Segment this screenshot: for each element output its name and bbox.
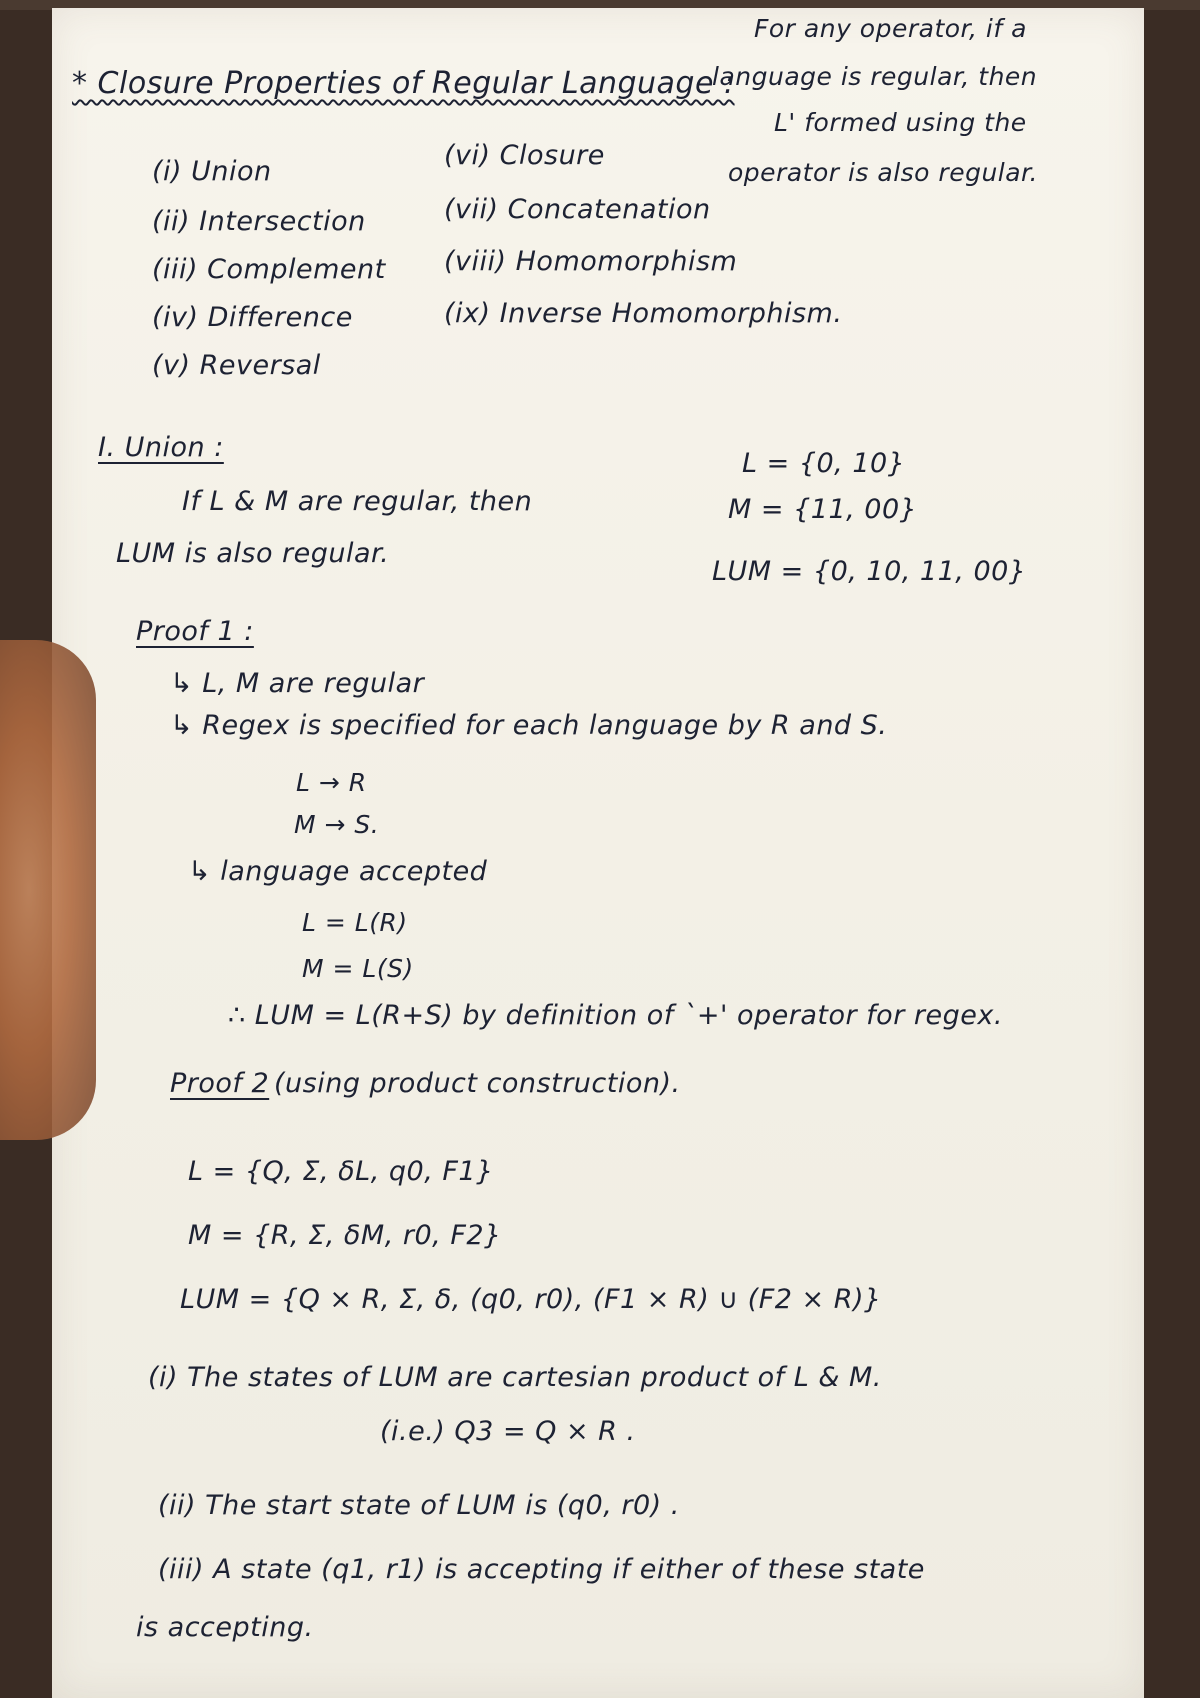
property-complement: (iii) Complement — [152, 254, 386, 285]
proof2-line-7: (iii) A state (q1, r1) is accepting if either of these state — [158, 1554, 925, 1585]
union-example-lum: LUM = {0, 10, 11, 00} — [712, 556, 1027, 587]
notebook-page — [52, 8, 1144, 1698]
proof2-heading: Proof 2 — [170, 1068, 270, 1099]
side-note-line-4: operator is also regular. — [728, 158, 1038, 187]
proof1-line-7: M = L(S) — [302, 954, 414, 983]
page-title: * Closure Properties of Regular Language : — [72, 66, 735, 101]
proof2-line-1: L = {Q, Σ, δL, q0, F1} — [188, 1156, 494, 1187]
proof2-subheading: (using product construction). — [274, 1068, 681, 1099]
proof1-line-8: ∴ LUM = L(R+S) by definition of `+' operator for regex. — [228, 1000, 1003, 1031]
property-homomorphism: (viii) Homomorphism — [444, 246, 738, 277]
property-concatenation: (vii) Concatenation — [444, 194, 711, 225]
proof2-line-8: is accepting. — [136, 1612, 314, 1643]
property-closure: (vi) Closure — [444, 140, 605, 171]
proof1-heading: Proof 1 : — [136, 616, 254, 647]
union-example-m: M = {11, 00} — [728, 494, 918, 525]
property-difference: (iv) Difference — [152, 302, 353, 333]
side-note-line-1: For any operator, if a — [754, 14, 1027, 43]
proof1-line-3: L → R — [296, 768, 367, 797]
union-statement-1: If L & M are regular, then — [182, 486, 533, 517]
union-heading: I. Union : — [98, 432, 224, 463]
proof1-line-6: L = L(R) — [302, 908, 408, 937]
union-example-l: L = {0, 10} — [742, 448, 906, 479]
proof1-line-5: ↳ language accepted — [188, 856, 488, 887]
proof2-line-2: M = {R, Σ, δM, r0, F2} — [188, 1220, 502, 1251]
proof1-line-1: ↳ L, M are regular — [170, 668, 425, 699]
proof2-line-5: (i.e.) Q3 = Q × R . — [380, 1416, 636, 1447]
side-note-line-2: language is regular, then — [712, 62, 1038, 91]
property-intersection: (ii) Intersection — [152, 206, 366, 237]
property-reversal: (v) Reversal — [152, 350, 321, 381]
proof2-line-3: LUM = {Q × R, Σ, δ, (q0, r0), (F1 × R) ∪ (F2 × R)} — [180, 1284, 882, 1315]
proof1-line-2: ↳ Regex is specified for each language by R and S. — [170, 710, 888, 741]
proof2-line-4: (i) The states of LUM are cartesian product of L & M. — [148, 1362, 882, 1393]
side-note-line-3: L' formed using the — [774, 108, 1027, 137]
union-statement-2: LUM is also regular. — [116, 538, 390, 569]
property-union: (i) Union — [152, 156, 272, 187]
proof1-line-4: M → S. — [294, 810, 380, 839]
thumb-shadow — [0, 640, 96, 1140]
property-inverse-homomorphism: (ix) Inverse Homomorphism. — [444, 298, 843, 329]
proof2-line-6: (ii) The start state of LUM is (q0, r0) . — [158, 1490, 680, 1521]
